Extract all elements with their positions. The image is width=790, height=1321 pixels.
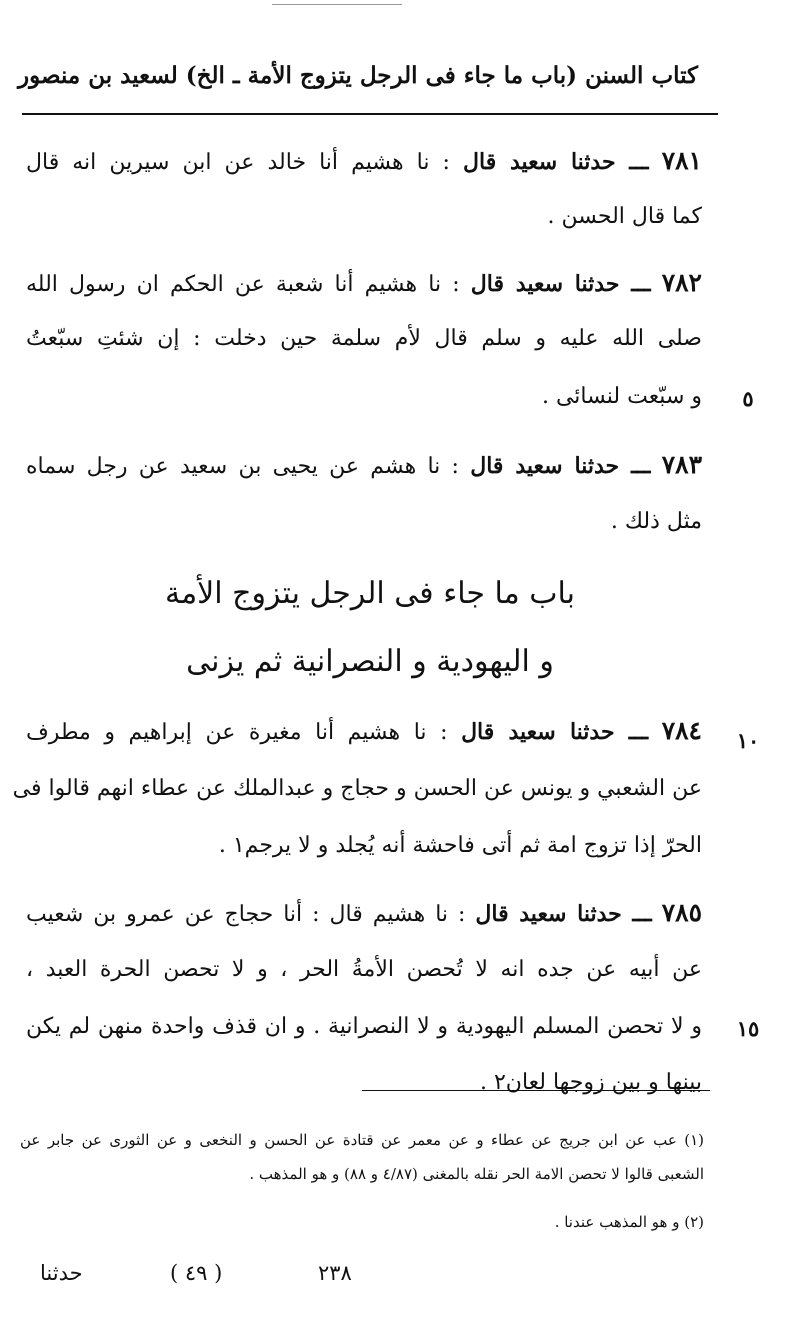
catchword: حدثنا: [40, 1261, 83, 1285]
hadith-number: ٧٨٤: [661, 716, 702, 745]
chapter-title-line-2: و اليهودية و النصرانية ثم يزنى: [186, 644, 554, 679]
paragraph-781-line-2: كما قال الحسن .: [547, 204, 702, 229]
paragraph-782-line-3: و سبّعت لنسائى .: [541, 384, 702, 409]
header-rule: [22, 113, 718, 115]
hadith-number: ٧٨٥: [661, 898, 703, 927]
hadith-text: : نا هشيم أنا شعبة عن الحكم ان رسول الله: [26, 272, 460, 297]
chapter-title-line-1: باب ما جاء فى الرجل يتزوج الأمة: [165, 576, 575, 611]
paragraph-782-line-1: [26, 266, 702, 302]
paragraph-784-line-3: الحرّ إذا تزوج امة ثم أتى فاحشة أنه يُجلد و لا يرجم١ .: [218, 833, 702, 858]
top-rule: [272, 4, 402, 5]
footnote-2: (٢) و هو المذهب عندنا .: [554, 1213, 704, 1231]
paragraph-783-line-2: مثل ذلك .: [610, 509, 702, 534]
hadith-lead: ـــ حدثنا سعيد قال: [463, 149, 649, 175]
hadith-lead: ـــ حدثنا سعيد قال: [470, 453, 651, 479]
signature-mark: ( ٤٩ ): [170, 1261, 223, 1285]
margin-line-number-5: ٥: [742, 386, 754, 411]
paragraph-784-line-1: [26, 714, 702, 750]
hadith-text: : نا هشيم أنا خالد عن ابن سيرين انه قال: [26, 150, 450, 175]
footnote-1-line-2: الشعبى قالوا لا تحصن الامة الحر نقله بالمغنى (٤/٨٧ و ٨٨) و هو المذهب .: [249, 1165, 704, 1183]
paragraph-785-line-1: [26, 896, 702, 932]
hadith-lead: ـــ حدثنا سعيد قال: [461, 719, 649, 745]
paragraph-781-line-1: [26, 144, 702, 180]
hadith-lead: ـــ حدثنا سعيد قال: [470, 271, 651, 297]
paragraph-783-line-1: [26, 448, 702, 484]
hadith-text: : نا هشيم أنا مغيرة عن إبراهيم و مطرف: [26, 720, 448, 745]
hadith-number: ٧٨٢: [661, 268, 702, 297]
running-head: كتاب السنن (باب ما جاء فى الرجل يتزوج الأمة ـ الخ) لسعيد بن منصور: [18, 62, 698, 89]
hadith-lead: ـــ حدثنا سعيد قال: [475, 901, 652, 927]
hadith-text: : نا هشيم قال : أنا حجاج عن عمرو بن شعيب: [26, 902, 466, 927]
hadith-text: : نا هشم عن يحيى بن سعيد عن رجل سماه: [26, 454, 459, 479]
footnote-1-line-1: (١) عب عن ابن جريج عن عطاء و عن معمر عن قتادة عن الحسن و النخعى و عن الثورى عن جابر عن: [20, 1131, 704, 1149]
paragraph-785-line-3: و لا تحصن المسلم اليهودية و لا النصرانية . و ان قذف واحدة منهن لم يكن: [26, 1014, 702, 1039]
margin-line-number-15: ١٥: [736, 1016, 760, 1041]
hadith-number: ٧٨٣: [661, 450, 703, 479]
paragraph-782-line-2: صلى الله عليه و سلم قال لأم سلمة حين دخلت : إن شئتِ سبّعتُ: [26, 326, 702, 351]
hadith-number: ٧٨١: [661, 146, 702, 175]
margin-line-number-10: ١٠: [736, 728, 760, 753]
paragraph-784-line-2: عن الشعبي و يونس عن الحسن و حجاج و عبدالملك عن عطاء انهم قالوا فى: [12, 776, 702, 801]
paragraph-785-line-2: عن أبيه عن جده انه لا تُحصن الأمةُ الحر ، و لا تحصن الحرة العبد ،: [26, 957, 702, 982]
paragraph-785-line-4: بينها و بين زوجها لعان٢ .: [479, 1070, 702, 1095]
footnote-rule: [362, 1090, 710, 1091]
page-number: ٢٣٨: [318, 1261, 352, 1285]
